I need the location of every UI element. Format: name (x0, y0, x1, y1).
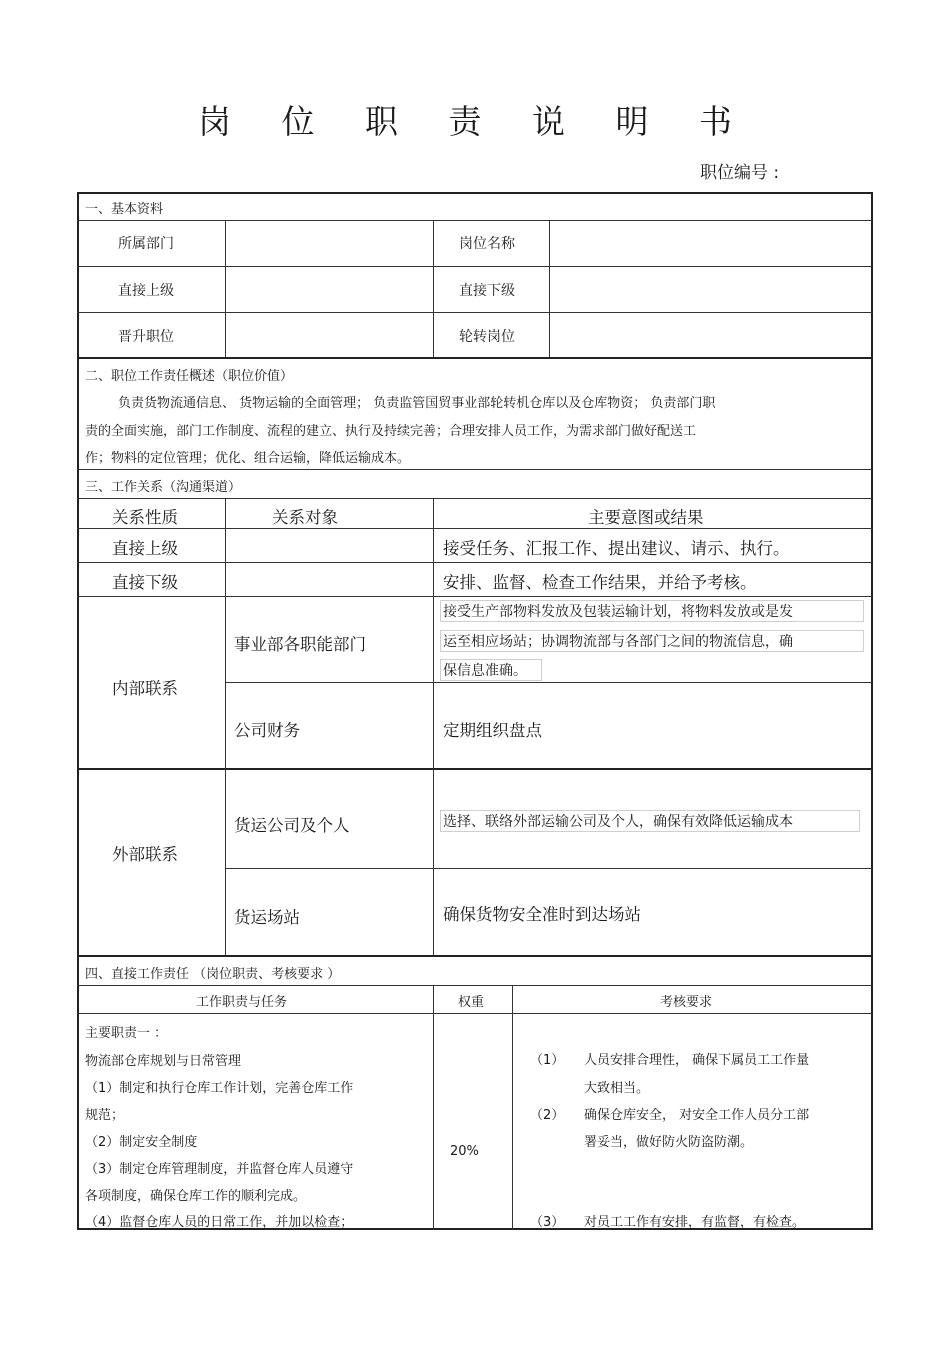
overview-line: 责的全面实施，部门工作制度、流程的建立、执行及持续完善；合理安排人员工作，为需求部门做好配送工 (85, 424, 697, 439)
internal-finance-result: 定期组织盘点 (443, 721, 542, 740)
divider (77, 1013, 873, 1014)
divider (77, 498, 873, 499)
divider (225, 682, 873, 683)
duty-line: （2）制定安全制度 (85, 1135, 198, 1150)
overview-line: 负责货物流通信息、 货物运输的全面管理； 负责监管国贸事业部轮转机仓库以及仓库物资； 负责部门职 (118, 396, 716, 411)
duty-line: （1）制定和执行仓库工作计划，完善仓库工作 (85, 1081, 354, 1096)
divider (549, 220, 550, 357)
internal-target-finance: 公司财务 (234, 721, 300, 740)
duty-line: 规范； (85, 1108, 125, 1123)
relation-direct-subordinate: 直接下级 (112, 573, 178, 592)
divider (77, 266, 873, 267)
requirement-line: 大致相当。 (584, 1081, 650, 1096)
divider (77, 562, 873, 563)
col-header-weight: 权重 (458, 995, 485, 1010)
label-position-name: 岗位名称 (459, 236, 515, 252)
divider (77, 312, 873, 313)
section-header-overview: 二、职位工作责任概述（职位价值） (85, 369, 294, 384)
col-header-duty: 工作职责与任务 (196, 995, 288, 1010)
relation-subordinate-result: 安排、监督、检查工作结果，并给予考核。 (443, 573, 757, 592)
label-rotation-position: 轮转岗位 (459, 329, 515, 345)
requirement-line: 确保仓库安全， 对安全工作人员分工部 (584, 1108, 810, 1123)
divider (77, 768, 873, 770)
relation-superior-result: 接受任务、汇报工作、提出建议、请示、执行。 (443, 539, 790, 558)
duty-weight: 20% (450, 1144, 479, 1159)
internal-result-line: 接受生产部物料发放及包装运输计划，将物料发放或是发 (440, 600, 864, 622)
requirement-line: 对员工工作有安排，有监督，有检查。 (584, 1215, 806, 1230)
external-carriers-result: 选择、联络外部运输公司及个人，确保有效降低运输成本 (440, 810, 860, 832)
divider (77, 528, 873, 529)
divider (77, 985, 873, 986)
page-title: 岗 位 职 责 说 明 书 (198, 102, 752, 141)
divider (433, 220, 434, 357)
requirement-number: （3） (530, 1215, 565, 1230)
position-number-label: 职位编号 : (700, 163, 780, 183)
relation-internal: 内部联系 (112, 679, 178, 698)
divider (77, 220, 873, 221)
overview-line: 作；物料的定位管理；优化、组合运输，降低运输成本。 (85, 451, 411, 466)
label-department: 所属部门 (118, 236, 174, 252)
label-direct-superior: 直接上级 (118, 283, 174, 299)
external-target-carriers: 货运公司及个人 (234, 816, 350, 835)
label-promotion-position: 晋升职位 (118, 329, 174, 345)
label-direct-subordinate: 直接下级 (459, 283, 515, 299)
duty-line: （3）制定仓库管理制度，并监督仓库人员遵守 (85, 1162, 354, 1177)
divider (77, 596, 873, 597)
divider (433, 985, 434, 1230)
col-header-requirement: 考核要求 (660, 995, 713, 1010)
internal-target-departments: 事业部各职能部门 (234, 635, 366, 654)
section-header-basic-info: 一、基本资料 (85, 202, 164, 217)
divider (77, 955, 873, 957)
duty-line: （4）监督仓库人员的日常工作，并加以检查； (85, 1215, 354, 1230)
duty-line: 各项制度，确保仓库工作的顺利完成。 (85, 1189, 307, 1204)
divider (77, 469, 873, 470)
duty-line: 物流部仓库规划与日常管理 (85, 1054, 242, 1069)
duty-line: 主要职责一 ： (85, 1026, 168, 1041)
section-header-relations: 三、工作关系（沟通渠道） (85, 480, 242, 495)
divider (77, 357, 873, 359)
requirement-line: 署妥当，做好防火防盗防潮。 (584, 1135, 754, 1150)
relation-direct-superior: 直接上级 (112, 539, 178, 558)
external-stations-result: 确保货物安全准时到达场站 (443, 905, 641, 924)
internal-result-line: 运至相应场站；协调物流部与各部门之间的物流信息，确 (440, 630, 864, 652)
section-header-direct-duties: 四、直接工作责任 （岗位职责、考核要求 ） (85, 967, 341, 982)
requirement-line: 人员安排合理性， 确保下属员工工作量 (584, 1053, 810, 1068)
divider (512, 985, 513, 1230)
requirement-number: （1） (530, 1053, 565, 1068)
internal-result-line: 保信息准确。 (440, 659, 542, 681)
divider (225, 868, 873, 869)
relation-external: 外部联系 (112, 845, 178, 864)
col-header-main-result: 主要意图或结果 (588, 508, 704, 527)
divider (433, 498, 434, 955)
col-header-relation-target: 关系对象 (272, 508, 338, 527)
col-header-relation-nature: 关系性质 (112, 508, 178, 527)
requirement-number: （2） (530, 1108, 565, 1123)
form-frame (77, 192, 873, 1230)
divider (225, 220, 226, 357)
divider (225, 498, 226, 955)
external-target-stations: 货运场站 (234, 908, 300, 927)
